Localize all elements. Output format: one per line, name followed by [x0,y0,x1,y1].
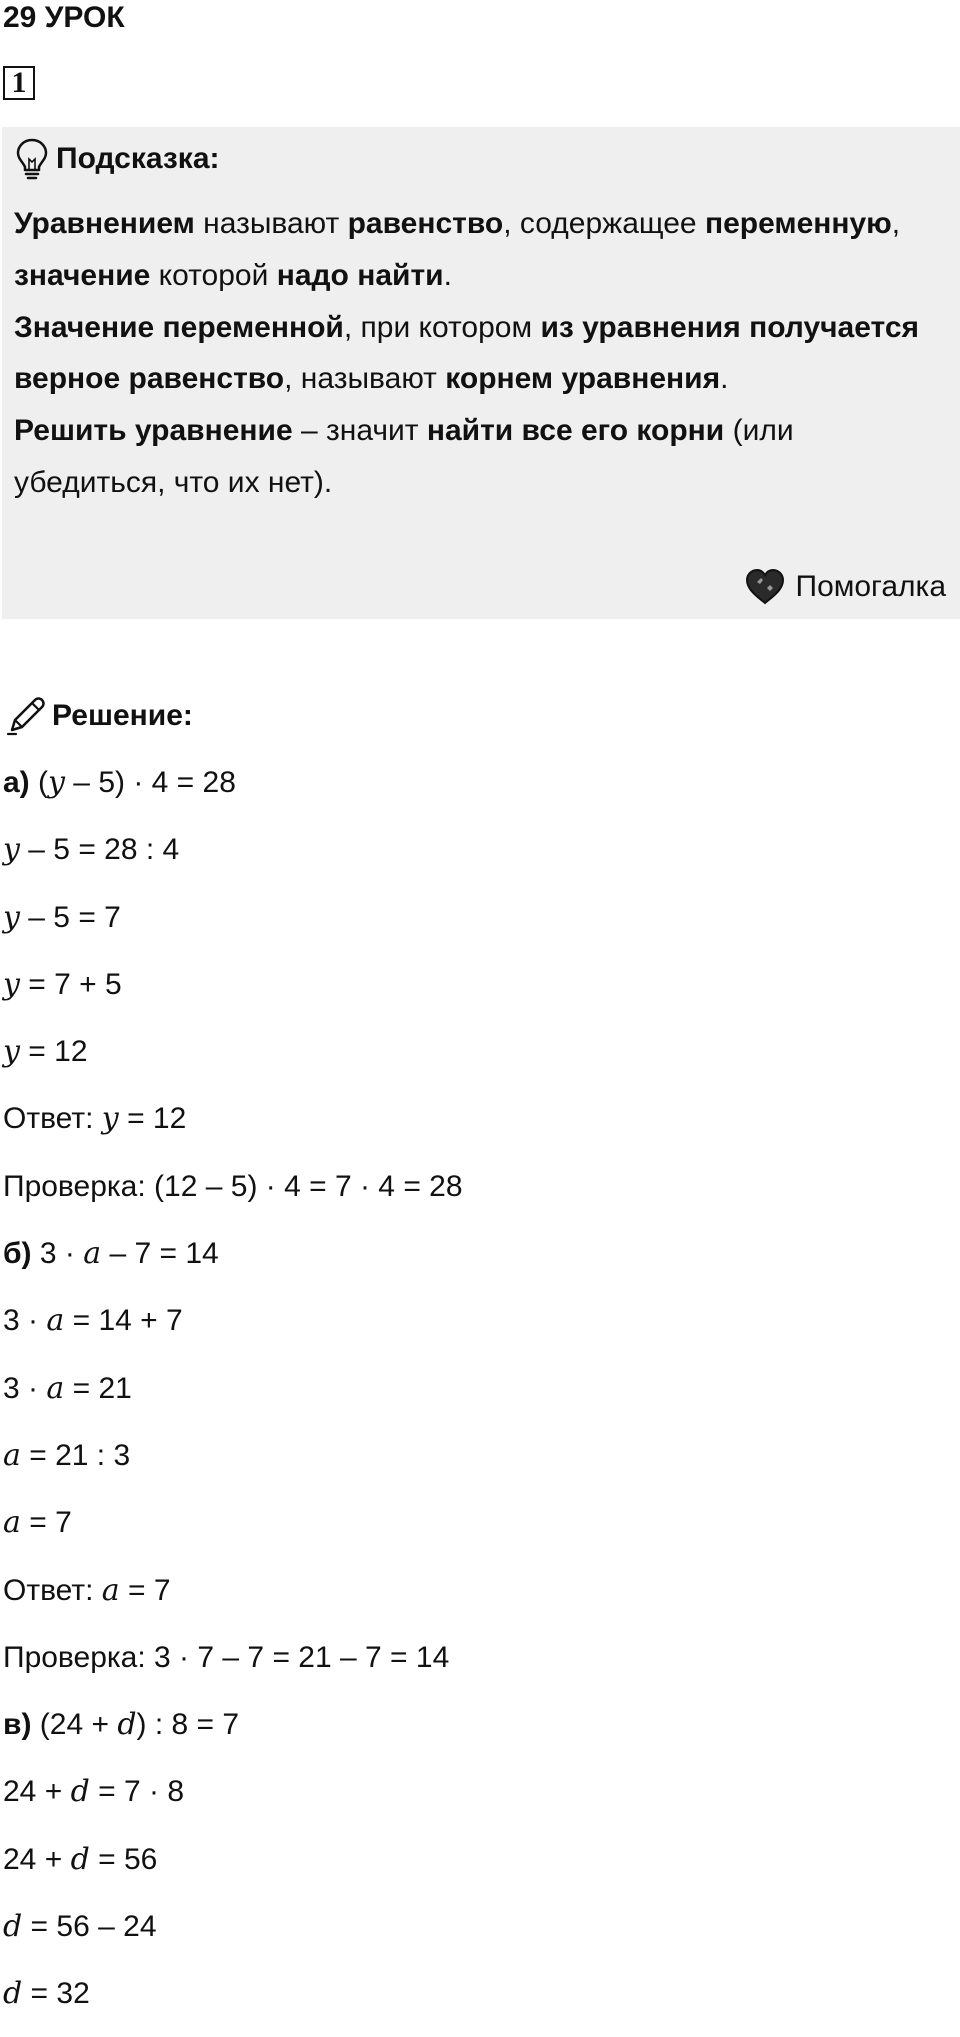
solution-line [3,1700,953,1767]
equation-text: = 7 + 5 [19,967,122,1001]
solution-line [3,1027,953,1094]
variable: d [70,1774,90,1810]
variable: y [3,1034,20,1070]
equation-text: Проверка: 3 · 7 – 7 = 21 – 7 = 14 [3,1640,450,1674]
hint-text-run: , [891,207,901,240]
hint-paragraph [14,302,949,406]
variable: a [101,1572,120,1608]
variable: y [101,1101,119,1137]
hint-bold-text: надо найти [276,258,444,292]
equation-text: ) : 8 = 7 [136,1708,240,1742]
variable: a [3,1505,21,1541]
hint-bold-text: значение [14,258,151,292]
equation-text: Ответ: [3,1102,102,1136]
equation-text: Проверка: (12 – 5) · 4 = 7 · 4 = 28 [3,1169,463,1203]
equation-text: = 12 [118,1102,187,1136]
equation-text: 3 · [3,1304,47,1338]
solution-line [3,1835,953,1902]
hint-bold-text: найти все его корни [426,414,725,448]
equation-text: 3 · [3,1371,47,1405]
solution-line [3,1566,953,1633]
equation-text: – 5 = 28 : 4 [19,833,180,867]
variable: d [3,1909,23,1945]
hint-text-run: – значит [292,414,427,448]
pencil-icon [4,694,48,738]
heart-icon [744,568,786,606]
lesson-title: 29 УРОК [3,1,125,34]
variable: d [3,1976,23,2012]
hint-bold-text: Уравнением [14,207,195,240]
equation-text: – 5) · 4 = 28 [64,766,236,799]
variable: y [3,966,20,1002]
hint-text [14,198,949,509]
hint-bold-text: переменную [704,207,892,240]
equation-text: = 56 [89,1842,158,1876]
hint-text-run: . [443,258,452,292]
equation-text: 24 + [3,1842,71,1876]
variable: a [83,1236,102,1272]
hint-text-run: , называют [284,362,446,396]
hint-text-run: (или убедиться, что их нет). [14,414,794,499]
hint-text-run: которой [150,258,277,292]
solution-line [3,1162,953,1229]
variable: a [46,1370,65,1406]
hint-bold-text: равенство [347,207,504,240]
variable: a [46,1303,65,1339]
hint-paragraph [14,198,949,302]
solution-line [3,1229,953,1296]
equation-text: = 7 [20,1506,72,1540]
hint-header [14,137,220,181]
hint-text-run: , при котором [343,310,541,344]
equation-text: = 21 : 3 [20,1438,131,1472]
variable: y [48,765,65,800]
part-label: б) [3,1237,32,1271]
hint-bold-text: Решить уравнение [14,414,293,448]
hint-title: Подсказка: [56,142,220,175]
equation-text: = 7 [119,1573,171,1607]
part-label: а) [3,766,30,799]
brand-link[interactable] [744,567,947,607]
hint-bold-text: Значение переменной [14,310,344,344]
solution-title: Решение: [52,699,193,732]
variable: d [117,1707,137,1743]
hint-text-run: , содержащее [503,207,705,240]
hint-text-run: . [720,362,729,396]
variable: a [3,1437,21,1473]
hint-text-run: называют [194,207,348,240]
solution-line [3,1969,953,2036]
solution-line [3,1767,953,1834]
brand-name: Помогалка [795,570,946,603]
solution-line [3,893,953,960]
variable: y [3,832,20,868]
solution-line [3,1364,953,1431]
solution-header [4,694,193,738]
equation-text: = 14 + 7 [64,1304,183,1338]
equation-text: 3 · [31,1237,84,1271]
solution-line [3,825,953,892]
equation-text: (24 + [31,1708,118,1742]
task-number-badge: 1 [3,66,35,100]
solution-line [3,758,953,825]
variable: d [70,1841,90,1877]
solution-line [3,1431,953,1498]
solution-lines [3,758,953,2037]
solution-line [3,1498,953,1565]
hint-paragraph [14,405,949,509]
solution-line [3,1094,953,1161]
equation-text: = 21 [64,1371,132,1405]
solution-line [3,960,953,1027]
hint-box [2,127,960,619]
part-label: в) [3,1708,32,1742]
equation-text: Ответ: [3,1573,102,1607]
equation-text: = 32 [22,1977,90,2011]
equation-text: 24 + [3,1775,71,1809]
solution-line [3,1633,953,1700]
equation-text: = 12 [19,1035,88,1069]
equation-text: = 56 – 24 [22,1910,157,1944]
variable: y [3,899,20,935]
solution-line [3,1296,953,1363]
solution-line [3,1902,953,1969]
equation-text: ( [29,766,49,799]
lightbulb-icon [14,137,50,181]
equation-text: – 7 = 14 [101,1237,219,1271]
hint-bold-text: из уравнения получается верное равенство [14,310,920,396]
equation-text: – 5 = 7 [19,900,121,934]
hint-bold-text: корнем уравнения [445,362,721,396]
equation-text: = 7 · 8 [89,1775,184,1809]
